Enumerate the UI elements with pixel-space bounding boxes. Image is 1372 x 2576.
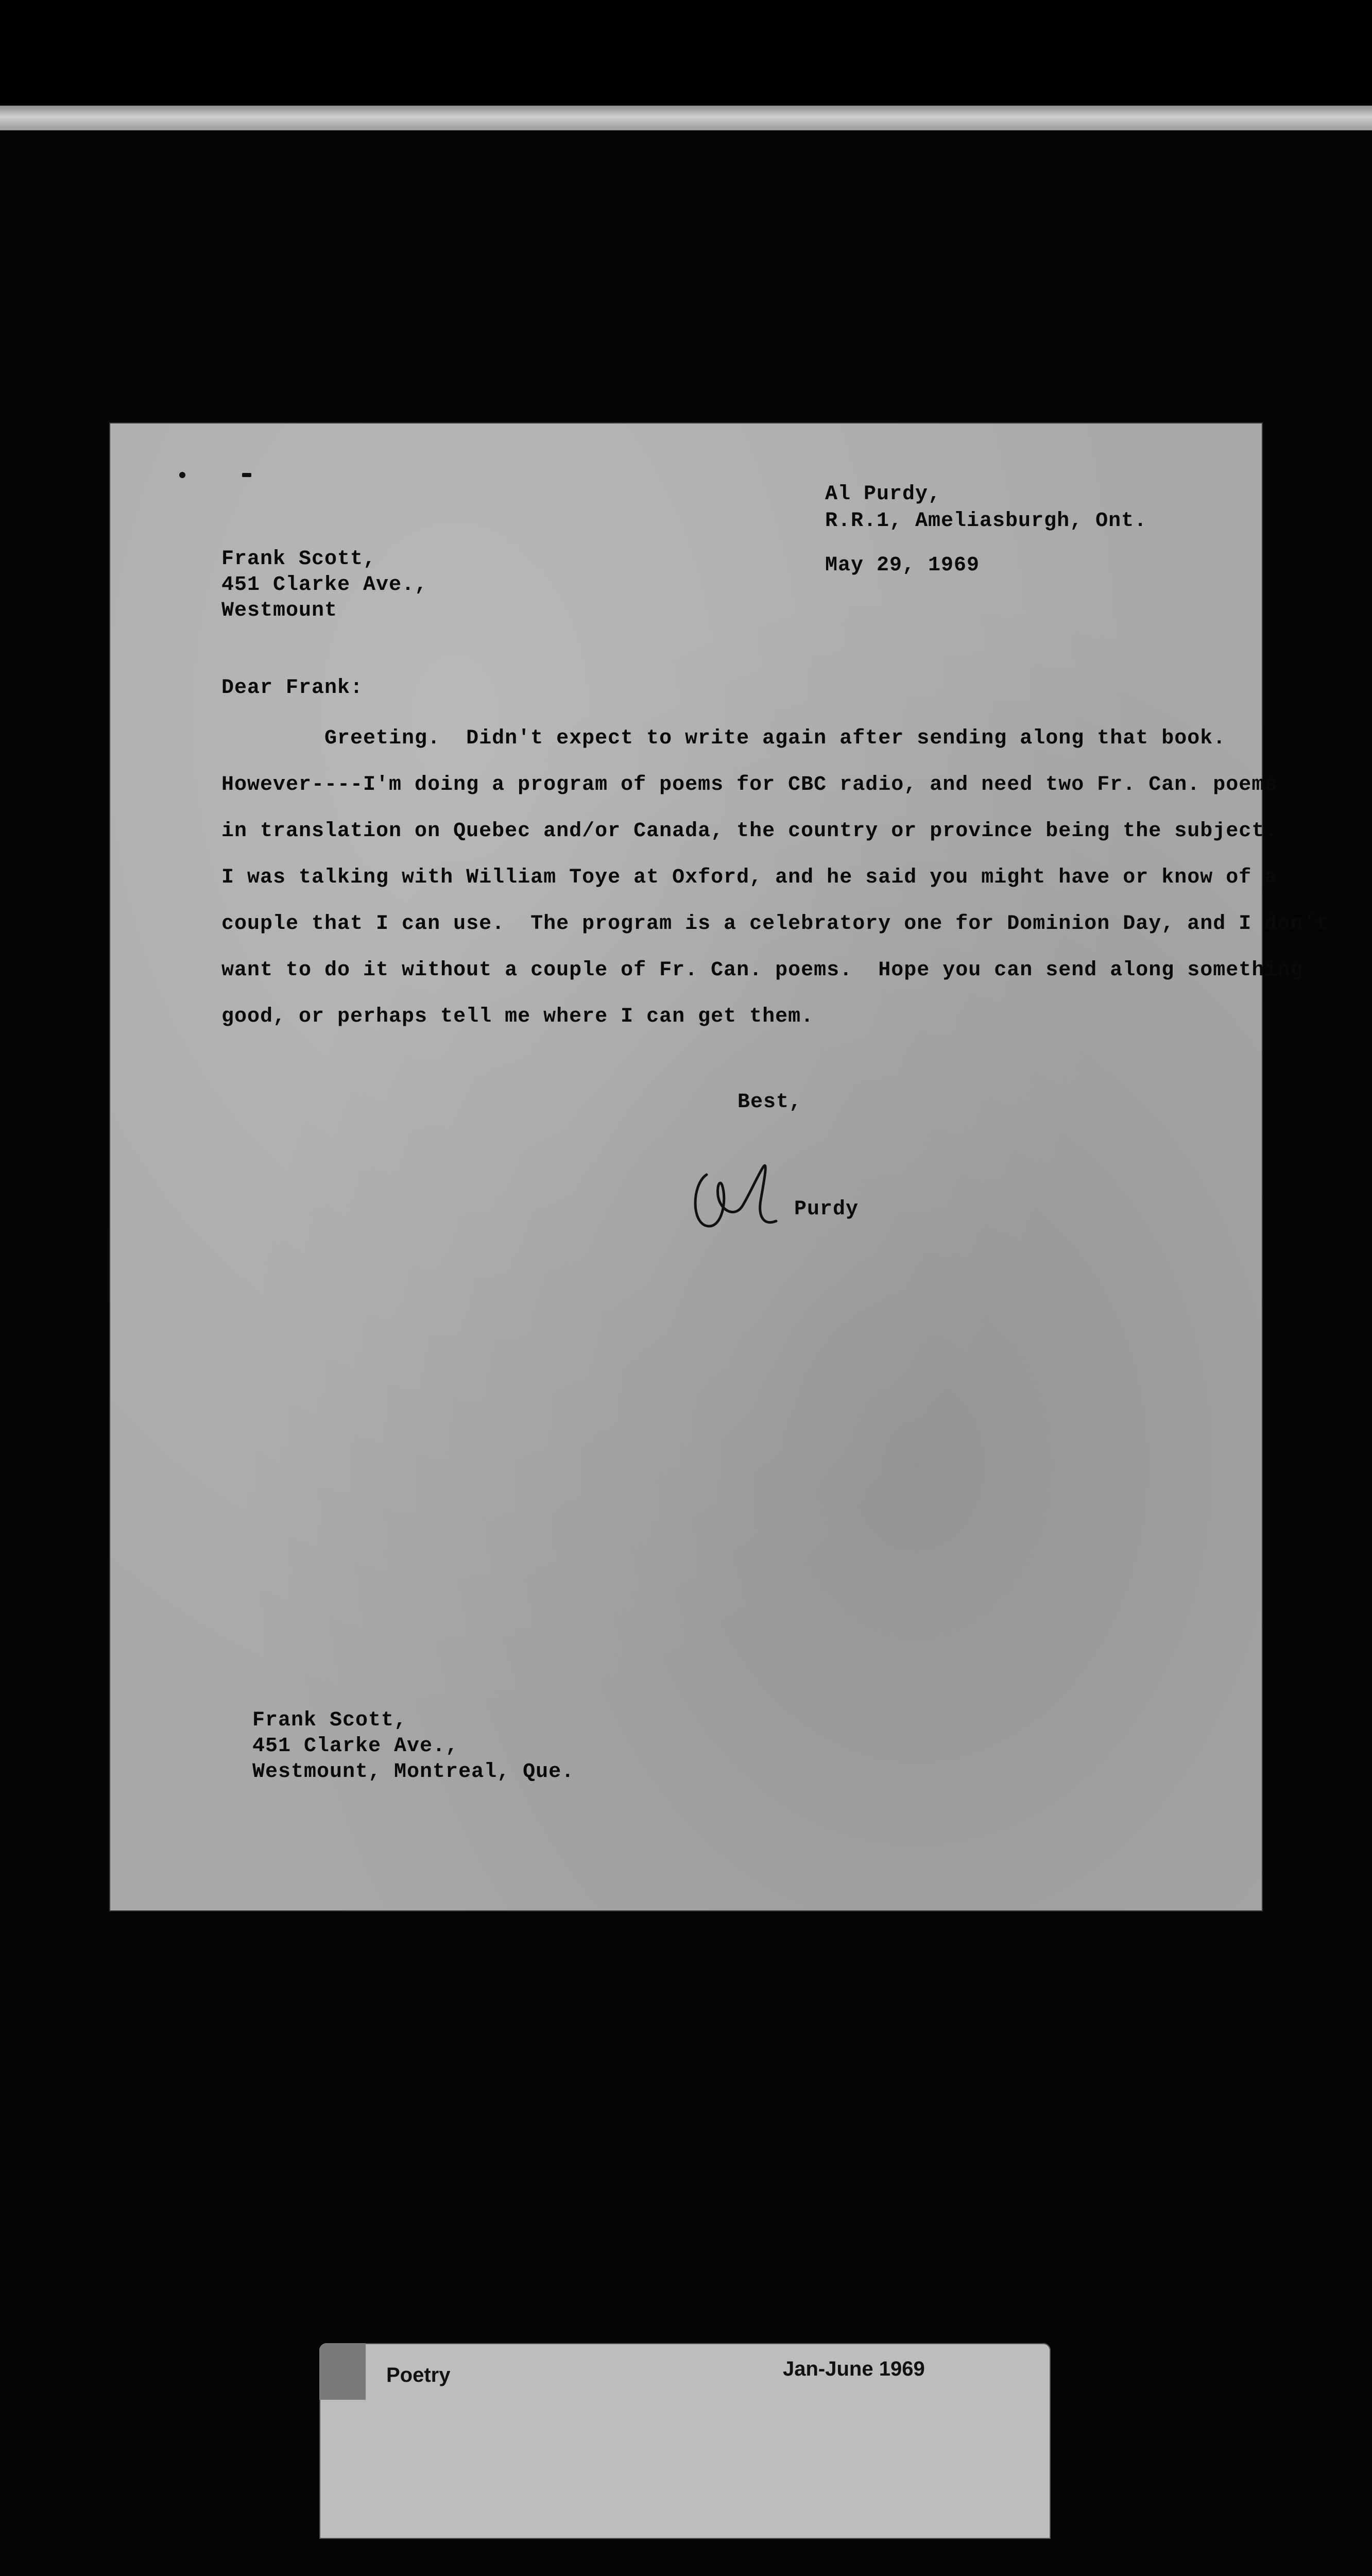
film-border-bottom	[0, 2539, 1372, 2576]
envelope-address-line: 451 Clarke Ave.,	[252, 1735, 459, 1758]
folder-subject: Poetry	[386, 2364, 451, 2386]
recipient-line: 451 Clarke Ave.,	[221, 573, 428, 597]
letter-page	[109, 422, 1329, 1911]
film-border-top	[0, 0, 1372, 103]
body-line: in translation on Quebec and/or Canada, the country or province being the subject.	[221, 820, 1278, 843]
punch-mark	[179, 472, 185, 478]
body-line: good, or perhaps tell me where I can get them.	[221, 1005, 814, 1028]
body-line: However----I'm doing a program of poems for CBC radio, and need two Fr. Can. poems	[221, 773, 1278, 796]
body-line: Greeting. Didn't expect to write again after sending along that book.	[221, 727, 1226, 750]
envelope-address-line: Frank Scott,	[252, 1709, 407, 1732]
body-line: couple that I can use. The program is a celebratory one for Dominion Day, and I don't	[221, 912, 1329, 936]
envelope-address-line: Westmount, Montreal, Que.	[252, 1760, 575, 1784]
sender-name: Al Purdy,	[825, 483, 941, 506]
salutation: Dear Frank:	[221, 676, 364, 700]
recipient-line: Westmount	[221, 599, 338, 622]
folder-date-range: Jan-June 1969	[783, 2358, 925, 2380]
recipient-line: Frank Scott,	[221, 548, 376, 571]
sender-address: R.R.1, Ameliasburgh, Ont.	[825, 510, 1147, 533]
body-line: want to do it without a couple of Fr. Can. poems. Hope you can send along something	[221, 959, 1304, 982]
handwritten-signature	[686, 1154, 820, 1236]
body-line: I was talking with William Toye at Oxford, and he said you might have or know of a	[221, 866, 1278, 889]
signature-typed: Purdy	[794, 1198, 859, 1221]
letter-date: May 29, 1969	[825, 554, 980, 577]
scan-strip	[0, 106, 1372, 130]
folder-tab-shadow	[319, 2343, 366, 2400]
punch-mark	[242, 473, 251, 477]
closing: Best,	[738, 1091, 802, 1114]
